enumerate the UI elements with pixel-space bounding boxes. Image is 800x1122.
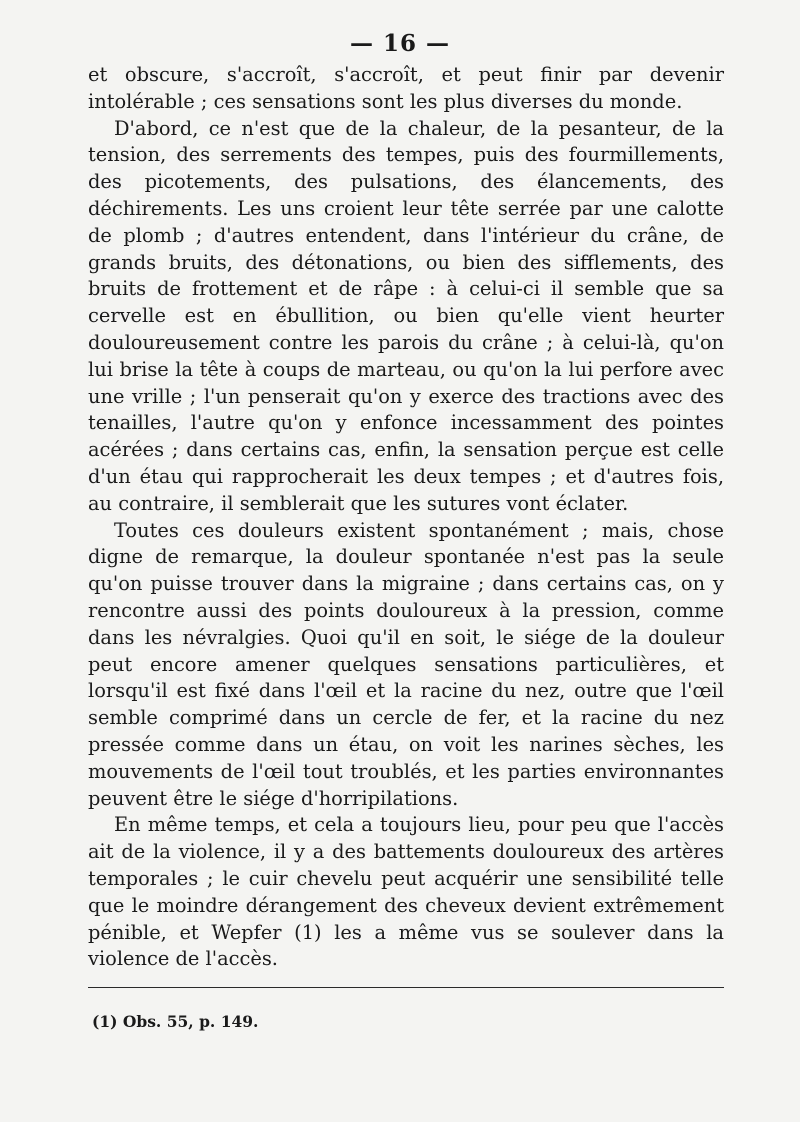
footnote: (1) Obs. 55, p. 149. xyxy=(92,1012,259,1031)
paragraph: Toutes ces douleurs existent spontanément ; mais, chose digne de remarque, la douleur spontanée n'est pas la seule qu'on puisse trouver dans la migraine ; dans certains cas, on y rencontre aussi des points douloureux à la pression, comme dans les névralgies. Quoi qu'il en soit, le siége de la douleur peut encore amener quelques sensations particulières, et lorsqu'il est fixé dans l'œil et la racine du nez, outre que l'œil semble comprimé dans un cercle de fer, et la racine du nez pressée comme dans un étau, on voit les narines sèches, les mouvements de l'œil tout troublés, et les parties environnantes peuvent être le siége d'horripilations. xyxy=(88,518,724,810)
footnote-divider xyxy=(88,987,724,988)
body-text xyxy=(88,62,724,973)
paragraph-continuation: et obscure, s'accroît, s'accroît, et peut finir par devenir intolérable ; ces sensations sont les plus diverses du monde. xyxy=(88,63,724,113)
paragraph: D'abord, ce n'est que de la chaleur, de la pesanteur, de la tension, des serrements des tempes, puis des fourmillements, des picotements, des pulsations, des élancements, des déchirements. Les uns croient leur tête serrée par une calotte de plomb ; d'autres entendent, dans l'intérieur du crâne, de grands bruits, des détonations, ou bien des sifflements, des bruits de frottement et de râpe : à celui-ci il semble que sa cervelle est en ébullition, ou bien qu'elle vient heurter douloureusement contre les parois du crâne ; à celui-là, qu'on lui brise la tête à coups de marteau, ou qu'on la lui perfore avec une vrille ; l'un penserait qu'on y exerce des tractions avec des tenailles, l'autre qu'on y enfonce incessamment des pointes acérées ; dans certains cas, enfin, la sensation perçue est celle d'un étau qui rapprocherait les deux tempes ; et d'autres fois, au contraire, il semblerait que les sutures vont éclater. xyxy=(88,116,724,515)
paragraph: En même temps, et cela a toujours lieu, pour peu que l'accès ait de la violence, il y a des battements douloureux des artères temporales ; le cuir chevelu peut acquérir une sensibilité telle que le moindre dérangement des cheveux devient extrêmement pénible, et Wepfer (1) les a même vus se soulever dans la violence de l'accès. xyxy=(88,813,724,971)
page-number: — 16 — xyxy=(349,30,451,57)
